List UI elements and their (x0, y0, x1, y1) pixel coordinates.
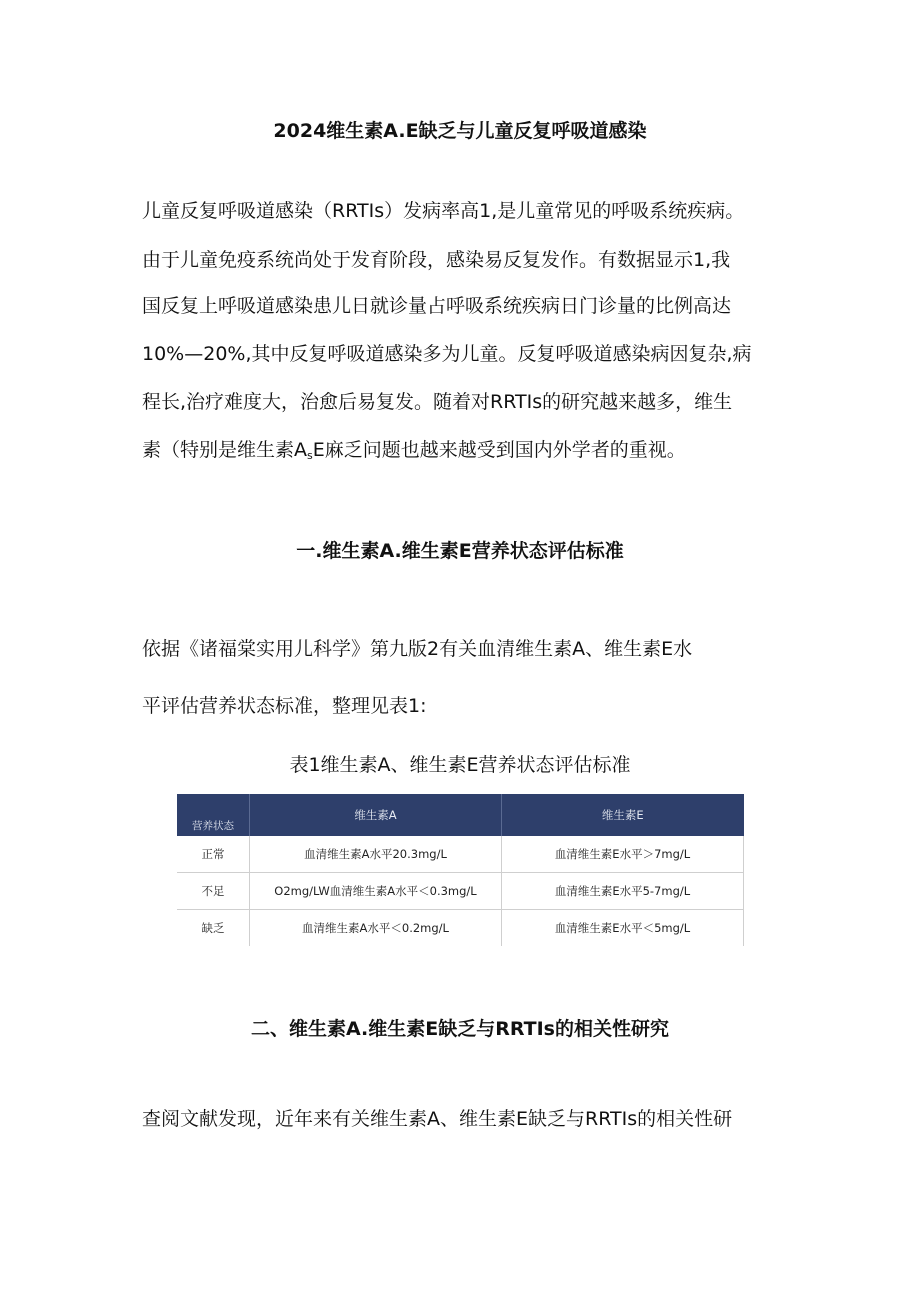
section1-line: 平评估营养状态标准，整理见表1: (142, 695, 427, 717)
table-row (177, 836, 744, 873)
section2-line: 查阅文献发现，近年来有关维生素A、维生素E缺乏与RRTIs的相关性研 (142, 1108, 733, 1130)
intro-line: 10%—20%,其中反复呼吸道感染多为儿童。反复呼吸道感染病因复杂,病 (142, 343, 752, 365)
cell-vitamin-a: O2mg∕LW血清维生素A水平＜0.3mg∕L (250, 873, 502, 910)
nutrition-table (177, 794, 744, 946)
table-header-row (177, 794, 744, 836)
section1-heading: 一.维生素A.维生素E营养状态评估标准 (296, 540, 624, 562)
header-vitamin-e: 维生素E (502, 794, 744, 836)
cell-status: 正常 (177, 836, 250, 873)
cell-vitamin-e: 血清维生素E水平＜5mg∕L (502, 910, 744, 947)
table-caption: 表1维生素A、维生素E营养状态评估标准 (289, 754, 631, 776)
cell-vitamin-a: 血清维生素A水平＜0.2mg∕L (250, 910, 502, 947)
header-status: 营养状态 (177, 794, 250, 836)
table-row (177, 873, 744, 910)
intro-line-last (142, 441, 686, 461)
section1-line: 依据《诸福棠实用儿科学》第九版2有关血清维生素A、维生素E水 (142, 638, 693, 660)
intro-line: 由于儿童免疫系统尚处于发育阶段，感染易反复发作。有数据显示1,我 (142, 249, 731, 271)
cell-vitamin-a: 血清维生素A水平20.3mg∕L (250, 836, 502, 873)
cell-status: 缺乏 (177, 910, 250, 947)
intro-line: 国反复上呼吸道感染患儿日就诊量占呼吸系统疾病日门诊量的比例高达 (142, 295, 732, 317)
header-vitamin-a: 维生素A (250, 794, 502, 836)
intro-line: 儿童反复呼吸道感染（RRTIs）发病率高1,是儿童常见的呼吸系统疾病。 (142, 200, 745, 222)
intro-text: E麻乏问题也越来越受到国内外学者的重视。 (312, 439, 686, 461)
section2-heading: 二、维生素A.维生素E缺乏与RRTIs的相关性研究 (250, 1018, 669, 1040)
intro-line: 程长,治疗难度大，治愈后易复发。随着对RRTIs的研究越来越多，维生 (142, 391, 733, 413)
cell-status: 不足 (177, 873, 250, 910)
document-title: 2024维生素A.E缺乏与儿童反复呼吸道感染 (273, 120, 647, 142)
intro-text: 素（特别是维生素A (142, 439, 307, 461)
cell-vitamin-e: 血清维生素E水平5-7mg∕L (502, 873, 744, 910)
cell-vitamin-e: 血清维生素E水平＞7mg∕L (502, 836, 744, 873)
table-row (177, 910, 744, 947)
subscript: s (307, 449, 313, 462)
